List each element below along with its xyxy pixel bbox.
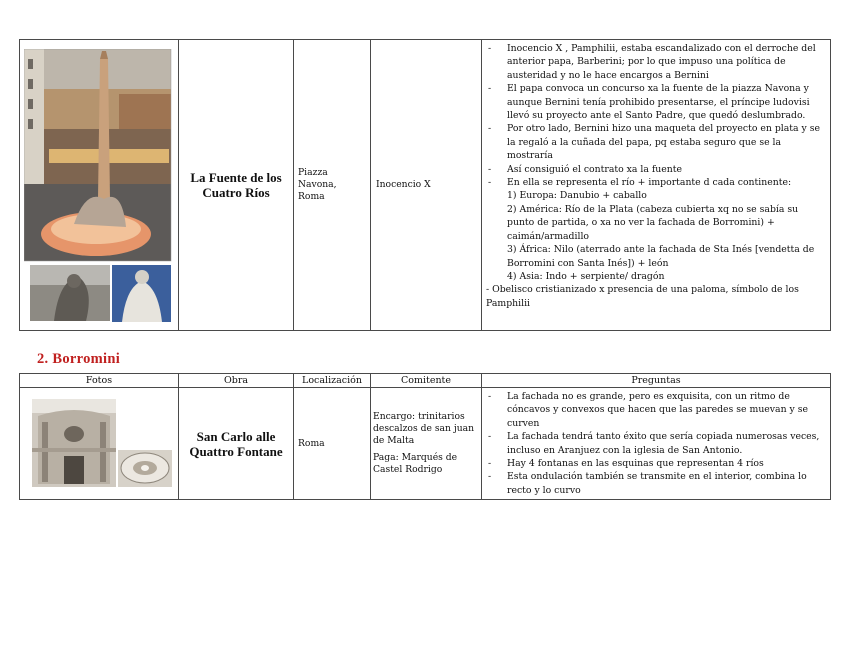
table-header-row (20, 374, 831, 388)
header-comitente: Comitente (371, 374, 482, 388)
continent-item: 2) América: Río de la Plata (cabeza cubierta xq no se sabía su punto de partida, o xa no ver la fachada de Borromini) + caimán/armadillo (507, 203, 799, 242)
photos-cell (20, 388, 179, 500)
dome-photo (118, 450, 172, 487)
section-heading-borromini: 2. Borromini (37, 351, 121, 367)
header-preguntas: Preguntas (482, 374, 831, 388)
photos-cell (20, 40, 179, 331)
comitente-text: Inocencio X (376, 179, 431, 190)
continent-item: 4) Asia: Indo + serpiente/ dragón (507, 270, 665, 282)
statue-photo-left (30, 265, 110, 321)
localizacion-text: Piazza Navona, Roma (298, 167, 337, 202)
list-item: - Hay 4 fontanas en las esquinas que representan 4 ríos (486, 457, 826, 470)
list-item: - Por otro lado, Bernini hizo una maqueta del proyecto en plata y se la regaló a la cuñada del papa, pq estaba seguro que se la mostraría (486, 122, 826, 162)
obelisco-note: - Obelisco cristianizado x presencia de una paloma, símbolo de los Pamphilii (486, 284, 799, 309)
list-item: - En ella se representa el río + importante d cada continente: (486, 176, 826, 189)
obra-cell (179, 388, 294, 500)
continent-item: 1) Europa: Danubio + caballo (507, 190, 647, 202)
encargo-text: Encargo: trinitarios descalzos de san juan de Malta (373, 411, 475, 447)
header-localizacion: Localización (294, 374, 371, 388)
obra-title: La Fuente de los Cuatro Ríos (190, 170, 282, 200)
list-item: - Así consiguió el contrato xa la fuente (486, 163, 826, 176)
facade-photo (32, 399, 116, 487)
statue-photo-right (112, 265, 171, 322)
preguntas-cell (482, 40, 831, 331)
fountain-photos (24, 49, 174, 322)
obra-title: San Carlo alle Quattro Fontane (189, 428, 283, 459)
continent-item: 3) África: Nilo (aterrado ante la fachada de Sta Inés [vendetta de Borromini con Santa Inés]) + león (507, 244, 815, 269)
table-row (20, 388, 831, 500)
table-row (20, 40, 831, 331)
header-fotos: Fotos (20, 374, 179, 388)
header-obra: Obra (179, 374, 294, 388)
list-item: - Esta ondulación también se transmite en el interior, combina lo recto y lo curvo (486, 470, 826, 497)
borromini-table (19, 373, 831, 500)
preguntas-list (486, 42, 826, 189)
list-item: - El papa convoca un concurso xa la fuente de la piazza Navona y aunque Bernini tenía prohibido presentarse, el príncipe ludovisi llevó su proyecto ante el Santo Padre, que quedó deslumbrado. (486, 82, 826, 122)
piazza-navona-photo (24, 49, 171, 261)
localizacion-cell (294, 40, 371, 331)
san-carlo-photos (24, 396, 174, 491)
comitente-cell (371, 388, 482, 500)
localizacion-cell (294, 388, 371, 500)
list-item: - Inocencio X , Pamphilii, estaba escandalizado con el derroche del anterior papa, Barberini; por lo que impuso una política de austeridad y no le hace encargos a Bernini (486, 42, 826, 82)
list-item: - La fachada no es grande, pero es exquisita, con un ritmo de cóncavos y convexos que hacen que las paredes se muevan y se curven (486, 390, 826, 430)
paga-text: Paga: Marqués de Castel Rodrigo (373, 452, 458, 476)
localizacion-text: Roma (298, 437, 325, 449)
list-item: - La fachada tendrá tanto éxito que sería copiada numerosas veces, incluso en Aranjuez con la iglesia de San Antonio. (486, 430, 826, 457)
preguntas-list (486, 390, 826, 497)
comitente-cell (371, 40, 482, 331)
obra-cell (179, 40, 294, 331)
bernini-table (19, 39, 831, 331)
preguntas-cell (482, 388, 831, 500)
